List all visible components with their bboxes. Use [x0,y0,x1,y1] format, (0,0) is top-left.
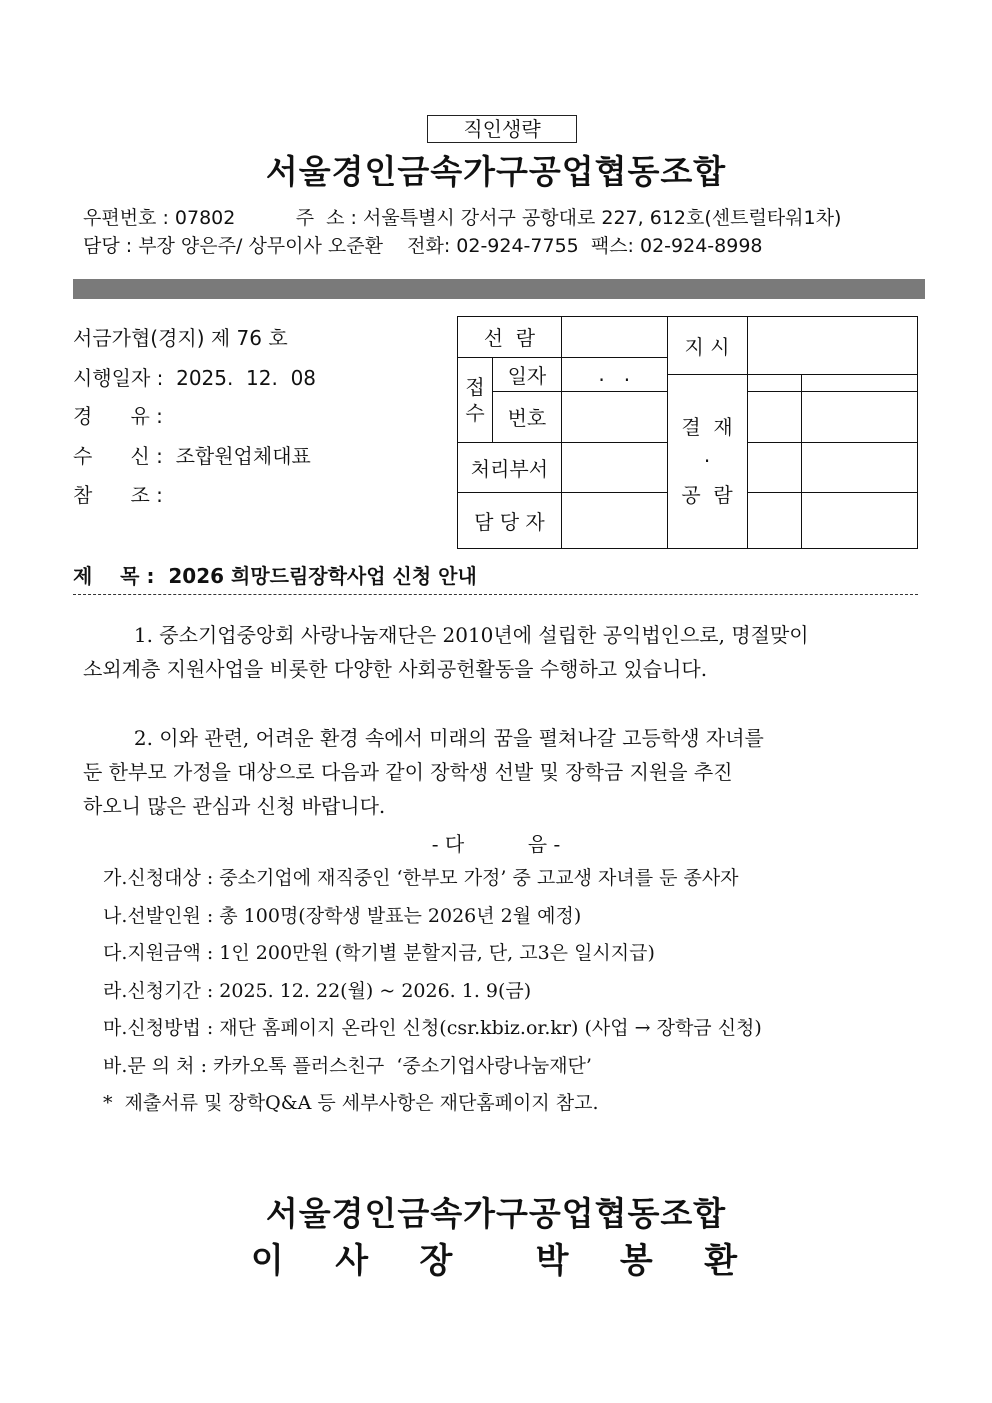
date-value: . . [561,357,667,391]
details-list [103,860,762,1123]
sign-cell [747,374,802,391]
paragraph-2: 2. 이와 관련, 어려운 환경 속에서 미래의 꿈을 펼쳐나갈 고등학생 자녀를 둔 한부모 가정을 대상으로 다음과 같이 장학생 선발 및 장학금 지원을 추진 하오니 많은 관심과 신청 바랍니다. [83,726,764,818]
footer-org-name: 서울경인금속가구공업협동조합 [265,1194,727,1233]
sign-cell [802,374,918,391]
paragraph-1: 1. 중소기업중앙회 사랑나눔재단은 2010년에 설립한 공익법인으로, 명절맞이 소외계층 지원사업을 비롯한 다양한 사회공헌활동을 수행하고 있습니다. [83,623,809,681]
list-item: 나.선발인원 : 총 100명(장학생 발표는 2026년 2월 예정) [103,904,582,927]
instruct-label: 지 시 [667,317,747,375]
org-title: 서울경인금속가구공업협동조합 [265,152,727,191]
list-item: 바.문 의 처 : 카카오톡 플러스친구 ‘중소기업사랑나눔재단’ [103,1054,592,1077]
dept-cell [561,442,667,493]
decision-label: 결 재 · 공 람 [667,374,747,548]
via-field: 경 유 : [73,404,163,428]
dept-label: 처리부서 [458,442,562,493]
number-cell [561,391,667,442]
view-label: 선 람 [458,317,562,358]
receipt-label: 접 수 [458,357,493,442]
document-number: 서금가협(경지) 제 76 호 [73,326,288,350]
subject-line: 제 목 : 2026 희망드림장학사업 신청 안내 [73,564,477,588]
footer-signatory: 이 사 장 박 봉 환 [250,1241,742,1281]
list-item: 라.신청기간 : 2025. 12. 22(월) ~ 2026. 1. 9(금) [103,979,532,1002]
list-item: 마.신청방법 : 재단 홈페이지 온라인 신청(csr.kbiz.or.kr) (사업 → 장학금 신청) [103,1017,762,1039]
reference-field: 참 조 : [73,483,163,507]
number-label: 번호 [492,391,561,442]
seal-omitted-label: 직인생략 [427,115,577,143]
details-heading: - 다 음 - [431,832,561,856]
sign-cell [802,391,918,442]
contact-line: 담당 : 부장 양은주/ 상무이사 오준환 전화: 02-924-7755 팩스: 02-924-8998 [83,235,763,257]
view-cell [561,317,667,358]
manager-label: 담 당 자 [458,493,562,549]
header-divider [73,279,925,299]
issue-date: 시행일자 : 2025. 12. 08 [73,366,317,390]
approval-table [457,316,918,549]
manager-cell [561,493,667,549]
instruct-cell [747,317,918,375]
list-item: 다.지원금액 : 1인 200만원 (학기별 분할지금, 단, 고3은 일시지급) [103,942,655,964]
sign-cell [747,493,802,549]
list-item: * 제출서류 및 장학Q&A 등 세부사항은 재단홈페이지 참고. [103,1092,599,1114]
list-item: 가.신청대상 : 중소기업에 재직중인 ‘한부모 가정’ 중 고교생 자녀를 둔 종사자 [103,867,739,889]
postal-address-line: 우편번호 : 07802 주 소 : 서울특별시 강서구 공항대로 227, 612호(센트럴타워1차) [83,207,842,229]
sign-cell [802,442,918,493]
sign-cell [747,442,802,493]
dashed-divider [73,594,918,595]
date-label: 일자 [492,357,561,391]
sign-cell [802,493,918,549]
recipient-field: 수 신 : 조합원업체대표 [73,444,311,468]
sign-cell [747,391,802,442]
